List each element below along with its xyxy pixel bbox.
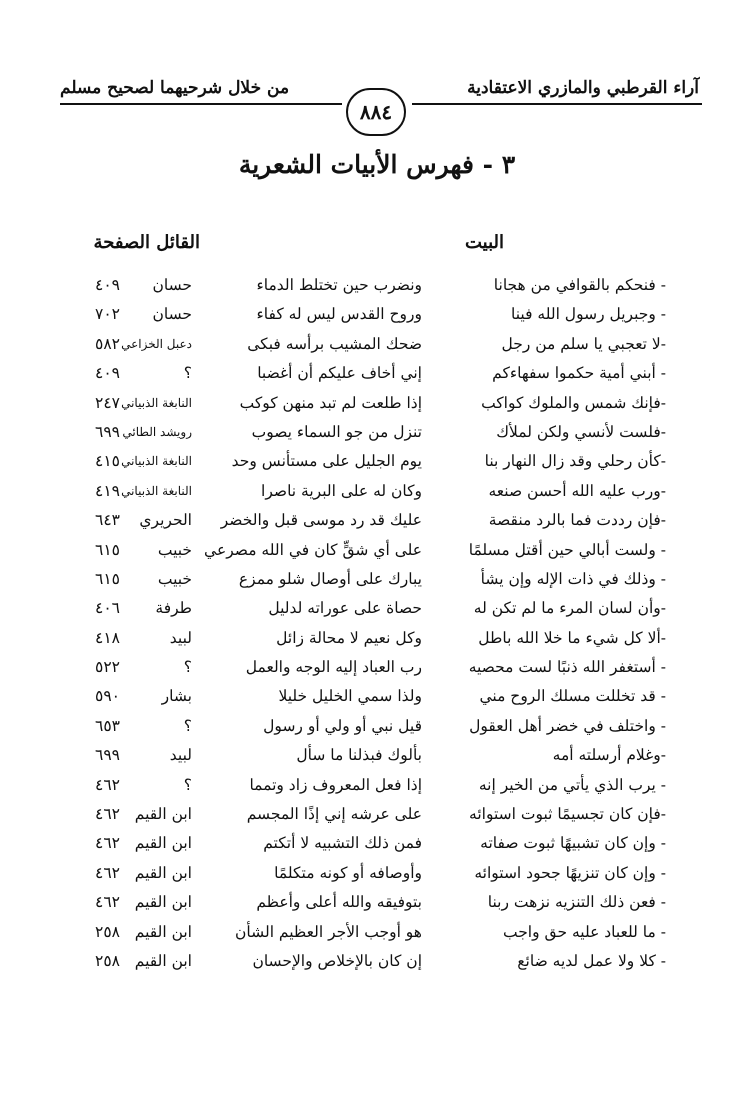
column-header-sayer-page: القائل الصفحة (93, 232, 200, 253)
verse-second-hemistich: ضحك المشيب برأسه فبكى (247, 334, 422, 353)
verse-first-hemistich: - واختلف في خضر أهل العقول (469, 716, 666, 735)
verse-first-hemistich: -فإنك شمس والملوك كواكب (481, 393, 666, 412)
verse-page-number: ٤١٥ (95, 452, 120, 471)
verse-second-hemistich: بألوك فبذلنا ما سأل (296, 746, 422, 765)
verse-row (0, 772, 754, 801)
verse-sayer: ؟ (183, 364, 192, 383)
verse-sayer: ؟ (183, 716, 192, 735)
verse-sayer: حسان (152, 305, 192, 324)
verse-second-hemistich: عليك قد رد موسى قبل والخضر (220, 511, 422, 530)
verse-sayer: بشار (161, 687, 192, 706)
verse-second-hemistich: إذا طلعت لم تبد منهن كوكب (239, 393, 422, 412)
verse-row (0, 478, 754, 507)
verse-row (0, 390, 754, 419)
verse-sayer: حسان (152, 276, 192, 294)
verse-page-number: ٤٦٢ (95, 805, 120, 824)
verse-row (0, 919, 754, 948)
verse-row (0, 360, 754, 389)
verse-first-hemistich: - ما للعباد عليه حق واجب (503, 922, 666, 941)
verse-second-hemistich: إن كان بالإخلاص والإحسان (252, 951, 422, 970)
verse-sayer: ابن القيم (134, 922, 192, 941)
verse-first-hemistich: -وأن لسان المرء ما لم تكن له (473, 599, 666, 618)
verse-first-hemistich: -ألا كل شيء ما خلا الله باطل (478, 628, 666, 647)
verse-second-hemistich: ولذا سمي الخليل خليلا (278, 687, 422, 706)
verse-sayer: ابن القيم (134, 863, 192, 882)
verse-first-hemistich: -ورب عليه الله أحسن صنعه (488, 481, 666, 500)
verse-sayer: النابغة الذبياني (121, 395, 192, 410)
verse-page-number: ٤٦٢ (95, 775, 120, 794)
verse-second-hemistich: يبارك على أوصال شلو ممزع (238, 569, 422, 588)
verse-first-hemistich: - فعن ذلك التنزيه نزهت ربنا (487, 893, 666, 912)
verse-row (0, 948, 754, 977)
verse-second-hemistich: وكان له على البرية ناصرا (261, 481, 422, 500)
verse-page-number: ٤٦٢ (95, 834, 120, 853)
verse-second-hemistich: هو أوجب الأجر العظيم الشأن (235, 922, 422, 941)
verse-first-hemistich: -وغلام أرسلته أمه (552, 746, 666, 765)
verse-page-number: ٦٤٣ (95, 511, 120, 530)
page-number: ٨٨٤ (346, 88, 406, 136)
verse-page-number: ٦١٥ (95, 569, 120, 588)
verse-page-number: ٤١٩ (95, 481, 120, 500)
verse-second-hemistich: إني أخاف عليكم أن أغضبا (257, 364, 422, 383)
verse-index-list (0, 272, 754, 977)
verse-page-number: ٢٤٧ (95, 393, 120, 412)
verse-page-number: ٤٠٩ (95, 364, 120, 383)
verse-sayer: لبيد (169, 746, 192, 765)
verse-row (0, 595, 754, 624)
verse-row (0, 830, 754, 859)
verse-first-hemistich: - وجبريل رسول الله فينا (511, 305, 666, 324)
verse-row (0, 448, 754, 477)
verse-row (0, 566, 754, 595)
verse-row (0, 889, 754, 918)
verse-second-hemistich: وروح القدس ليس له كفاء (256, 305, 422, 324)
verse-first-hemistich: -كأن رحلي وقد زال النهار بنا (484, 452, 666, 471)
verse-sayer: ابن القيم (134, 834, 192, 853)
verse-row (0, 683, 754, 712)
verse-sayer: رويشد الطائي (122, 424, 192, 439)
verse-sayer: الحريري (139, 511, 192, 530)
verse-first-hemistich: -فلست لأنسي ولكن لملأك (496, 422, 666, 441)
verse-row (0, 654, 754, 683)
verse-page-number: ٤٠٦ (95, 599, 120, 618)
verse-first-hemistich: - وإن كان تشبيهًا ثبوت صفاته (480, 834, 666, 853)
verse-page-number: ٦١٥ (95, 540, 120, 559)
header-rule-right (412, 103, 702, 105)
verse-sayer: ابن القيم (134, 805, 192, 824)
verse-second-hemistich: إذا فعل المعروف زاد وتمما (249, 775, 422, 794)
verse-page-number: ٤٠٩ (95, 276, 120, 294)
verse-page-number: ٥٨٢ (95, 334, 120, 353)
verse-page-number: ٥٢٢ (95, 658, 120, 677)
verse-first-hemistich: - أستغفر الله ذنبًا لست محصيه (468, 658, 666, 677)
section-title: ٣ - فهرس الأبيات الشعرية (238, 150, 516, 179)
verse-row (0, 801, 754, 830)
verse-page-number: ٧٠٢ (95, 305, 120, 324)
verse-second-hemistich: رب العباد إليه الوجه والعمل (245, 658, 422, 677)
verse-row (0, 537, 754, 566)
verse-page-number: ٢٥٨ (95, 922, 120, 941)
verse-row (0, 713, 754, 742)
verse-sayer: ؟ (183, 775, 192, 794)
verse-first-hemistich: - كلا ولا عمل لديه ضائع (517, 951, 666, 970)
verse-first-hemistich: -فإن رددت فما بالرد منقصة (488, 511, 666, 530)
verse-second-hemistich: قيل نبي أو ولي أو رسول (263, 716, 422, 735)
verse-row (0, 331, 754, 360)
verse-second-hemistich: تنزل من جو السماء يصوب (251, 422, 422, 441)
verse-page-number: ٦٥٣ (95, 716, 120, 735)
verse-row (0, 742, 754, 771)
verse-second-hemistich: على أي شقٍّ كان في الله مصرعي (204, 540, 422, 559)
verse-second-hemistich: بتوفيقه والله أعلى وأعظم (256, 893, 422, 912)
verse-sayer: خبيب (157, 540, 192, 559)
column-header-verse: البيت (464, 232, 504, 253)
verse-page-number: ٢٥٨ (95, 951, 120, 970)
verse-second-hemistich: حصاة على عوراته لدليل (268, 599, 422, 618)
running-header-title: آراء القرطبي والمازري الاعتقادية (467, 78, 699, 98)
verse-second-hemistich: يوم الجليل على مستأنس وحد (231, 452, 422, 471)
verse-page-number: ٤٦٢ (95, 893, 120, 912)
verse-first-hemistich: -لا تعجبي يا سلم من رجل (501, 334, 666, 353)
verse-sayer: ؟ (183, 658, 192, 677)
verse-first-hemistich: - وذلك في ذات الإله وإن يشأ (480, 569, 666, 588)
verse-sayer: لبيد (169, 628, 192, 647)
verse-second-hemistich: على عرشه إني إذًا المجسم (246, 805, 422, 824)
verse-first-hemistich: - قد تخللت مسلك الروح مني (479, 687, 666, 706)
verse-row (0, 625, 754, 654)
verse-first-hemistich: -فإن كان تجسيمًا ثبوت استوائه (469, 805, 666, 824)
verse-page-number: ٦٩٩ (95, 422, 120, 441)
verse-second-hemistich: وأوصافه أو كونه متكلمًا (274, 863, 422, 882)
verse-first-hemistich: - فنحكم بالقوافي من هجانا (493, 276, 666, 294)
running-header-subtitle: من خلال شرحيهما لصحيح مسلم (60, 78, 290, 98)
verse-row (0, 272, 754, 301)
verse-first-hemistich: - ولست أبالي حين أقتل مسلمًا (468, 540, 666, 559)
header-rule-left (60, 103, 342, 105)
verse-page-number: ٥٩٠ (95, 687, 120, 706)
verse-sayer: خبيب (157, 569, 192, 588)
verse-second-hemistich: ونضرب حين تختلط الدماء (256, 276, 422, 294)
verse-sayer: النابغة الذبياني (121, 454, 192, 469)
verse-row (0, 860, 754, 889)
verse-row (0, 507, 754, 536)
verse-page-number: ٤١٨ (95, 628, 120, 647)
verse-first-hemistich: - وإن كان تنزيهًا جحود استوائه (474, 863, 666, 882)
verse-sayer: النابغة الذبياني (121, 483, 192, 498)
verse-first-hemistich: - يرب الذي يأتي من الخير إنه (478, 775, 666, 794)
verse-second-hemistich: وكل نعيم لا محالة زائل (276, 628, 422, 647)
verse-second-hemistich: فمن ذلك التشبيه لا أتكتم (263, 834, 422, 853)
verse-row (0, 419, 754, 448)
verse-sayer: ابن القيم (134, 893, 192, 912)
verse-first-hemistich: - أبني أمية حكموا سفهاءكم (492, 364, 666, 383)
verse-sayer: ابن القيم (134, 951, 192, 970)
verse-sayer: دعبل الخزاعي (121, 336, 192, 351)
verse-sayer: طرفة (155, 599, 192, 618)
verse-row (0, 301, 754, 330)
verse-page-number: ٦٩٩ (95, 746, 120, 765)
verse-page-number: ٤٦٢ (95, 863, 120, 882)
